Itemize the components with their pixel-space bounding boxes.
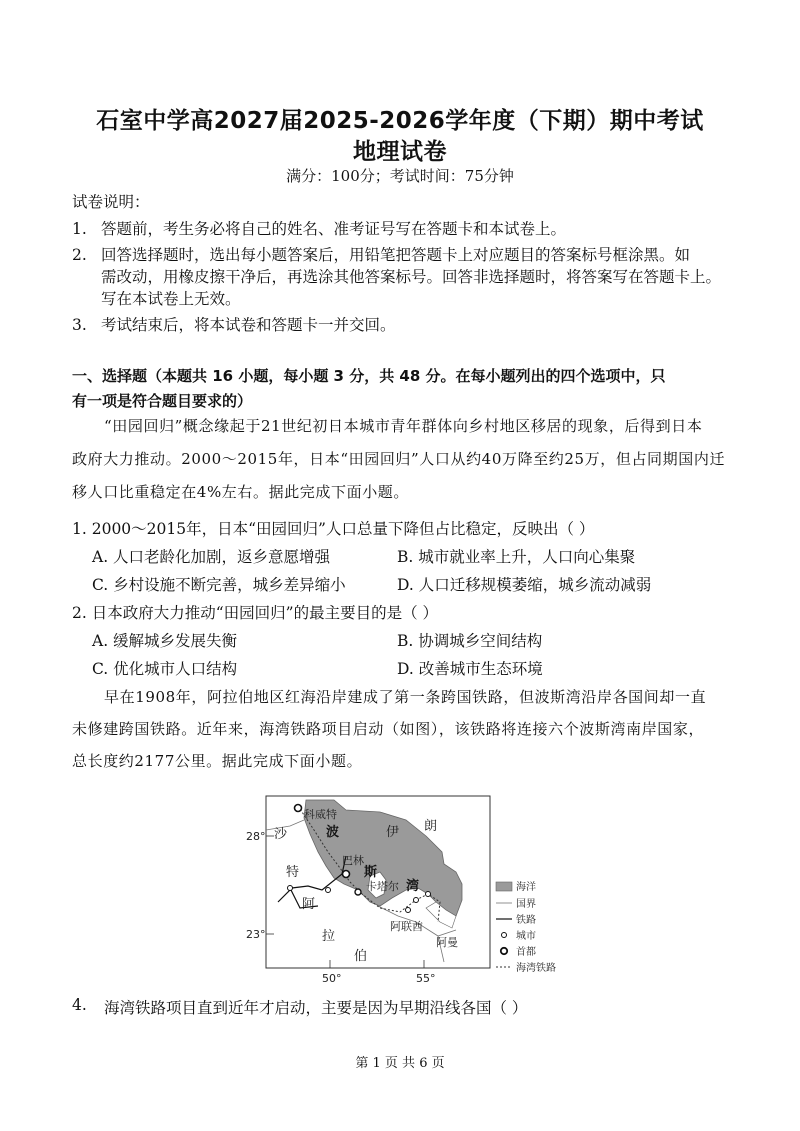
option-b[interactable]: B. 城市就业率上升，人口向心集聚 bbox=[397, 548, 636, 566]
city-marker bbox=[326, 888, 331, 893]
instruction-text: 考试结束后，将本试卷和答题卡一并交回。 bbox=[101, 316, 396, 334]
legend-city: 城市 bbox=[516, 931, 536, 942]
instruction-text: 回答选择题时，选出每小题答案后，用铅笔把答题卡上对应题目的答案标号框涂黑。如 bbox=[101, 246, 691, 264]
option-a[interactable]: A. 缓解城乡发展失衡 bbox=[92, 632, 238, 650]
region-char: 阿 bbox=[302, 897, 316, 912]
gulf-char: 斯 bbox=[364, 865, 378, 880]
instruction-number: 1. bbox=[72, 220, 87, 238]
city-marker bbox=[426, 892, 431, 897]
option-d[interactable]: D. 人口迁移规模萎缩，城乡流动减弱 bbox=[397, 576, 652, 594]
option-c[interactable]: C. 优化城市人口结构 bbox=[92, 660, 238, 678]
legend-sea-swatch bbox=[496, 882, 512, 891]
option-d[interactable]: D. 改善城市生态环境 bbox=[397, 660, 543, 678]
region-char: 特 bbox=[286, 865, 300, 880]
label-kuwait: 科威特 bbox=[304, 808, 337, 821]
legend-railway: 铁路 bbox=[516, 915, 536, 926]
legend-city-swatch bbox=[502, 933, 507, 938]
lon-label: 55° bbox=[416, 972, 436, 985]
instruction-text: 需改动，用橡皮擦干净后，再选涂其他答案标号。回答非选择题时，将答案写在答题卡上。 bbox=[101, 268, 722, 286]
exam-subject: 地理试卷 bbox=[353, 139, 447, 165]
gulf-char: 湾 bbox=[406, 879, 420, 894]
lon-label: 50° bbox=[322, 972, 342, 985]
legend-capital: 首都 bbox=[516, 947, 536, 958]
section-heading: 有一项是符合题目要求的） bbox=[72, 392, 253, 410]
label-bahrain: 巴林 bbox=[342, 854, 364, 867]
question-stem: 2. 日本政府大力推动“田园回归”的最主要目的是（ ） bbox=[72, 604, 438, 622]
lat-label: 28° bbox=[246, 830, 266, 843]
passage-line: 早在1908年，阿拉伯地区红海沿岸建成了第一条跨国铁路，但波斯湾沿岸各国间却一直 bbox=[104, 688, 707, 706]
legend-capital-swatch bbox=[501, 948, 507, 954]
capital-doha bbox=[355, 889, 361, 895]
city-marker bbox=[288, 886, 293, 891]
legend-gulf-railway: 海湾铁路 bbox=[516, 963, 556, 974]
option-c[interactable]: C. 乡村设施不断完善，城乡差异缩小 bbox=[92, 576, 346, 594]
lat-label: 23° bbox=[246, 928, 266, 941]
option-a[interactable]: A. 人口老龄化加剧，返乡意愿增强 bbox=[92, 548, 331, 566]
instructions-heading: 试卷说明： bbox=[72, 193, 150, 211]
passage-line: “田园回归”概念缘起于21世纪初日本城市青年群体向乡村地区移居的现象，后得到日本 bbox=[104, 417, 703, 435]
gulf-railway-map bbox=[230, 790, 570, 990]
exam-title: 石室中学高2027届2025-2026学年度（下期）期中考试 bbox=[96, 108, 704, 134]
region-char: 朗 bbox=[424, 819, 438, 834]
instruction-number: 2. bbox=[72, 246, 87, 264]
instruction-text: 答题前，考生务必将自己的姓名、准考证号写在答题卡和本试卷上。 bbox=[101, 220, 567, 238]
region-char: 伊 bbox=[386, 825, 400, 840]
instruction-text: 写在本试卷上无效。 bbox=[101, 290, 241, 308]
section-heading: 一、选择题（本题共 16 小题，每小题 3 分，共 48 分。在每小题列出的四个选项中，只 bbox=[72, 367, 666, 385]
capital-riyadh bbox=[343, 871, 350, 878]
page-footer: 第 1 页 共 6 页 bbox=[355, 1056, 445, 1071]
question-stem: 海湾铁路项目直到近年才启动，主要是因为早期沿线各国（ ） bbox=[104, 999, 528, 1017]
label-uae: 阿联酋 bbox=[390, 920, 423, 933]
passage-line: 总长度约2177公里。据此完成下面小题。 bbox=[72, 752, 363, 770]
city-marker bbox=[414, 898, 419, 903]
passage-line: 政府大力推动。2000～2015年，日本“田园回归”人口从约40万降至约25万，但占同期国内迁 bbox=[72, 450, 726, 468]
option-b[interactable]: B. 协调城乡空间结构 bbox=[397, 632, 543, 650]
region-char: 拉 bbox=[322, 929, 336, 944]
capital-kuwait bbox=[295, 805, 302, 812]
instruction-number: 3. bbox=[72, 316, 87, 334]
exam-meta: 满分：100分；考试时间：75分钟 bbox=[286, 167, 514, 185]
legend-border: 国界 bbox=[516, 899, 536, 910]
region-char: 伯 bbox=[354, 949, 368, 964]
question-stem: 1. 2000～2015年，日本“田园回归”人口总量下降但占比稳定，反映出（ ） bbox=[72, 520, 595, 538]
label-qatar: 卡塔尔 bbox=[366, 880, 399, 893]
question-number: 4. bbox=[72, 996, 87, 1014]
region-char: 沙 bbox=[274, 827, 288, 842]
legend-sea: 海洋 bbox=[516, 882, 536, 893]
passage-line: 未修建跨国铁路。近年来，海湾铁路项目启动（如图），该铁路将连接六个波斯湾南岸国家， bbox=[72, 720, 705, 738]
gulf-char: 波 bbox=[326, 825, 340, 840]
label-oman: 阿曼 bbox=[436, 936, 458, 949]
city-marker bbox=[406, 908, 411, 913]
passage-line: 移人口比重稳定在4%左右。据此完成下面小题。 bbox=[72, 483, 409, 501]
